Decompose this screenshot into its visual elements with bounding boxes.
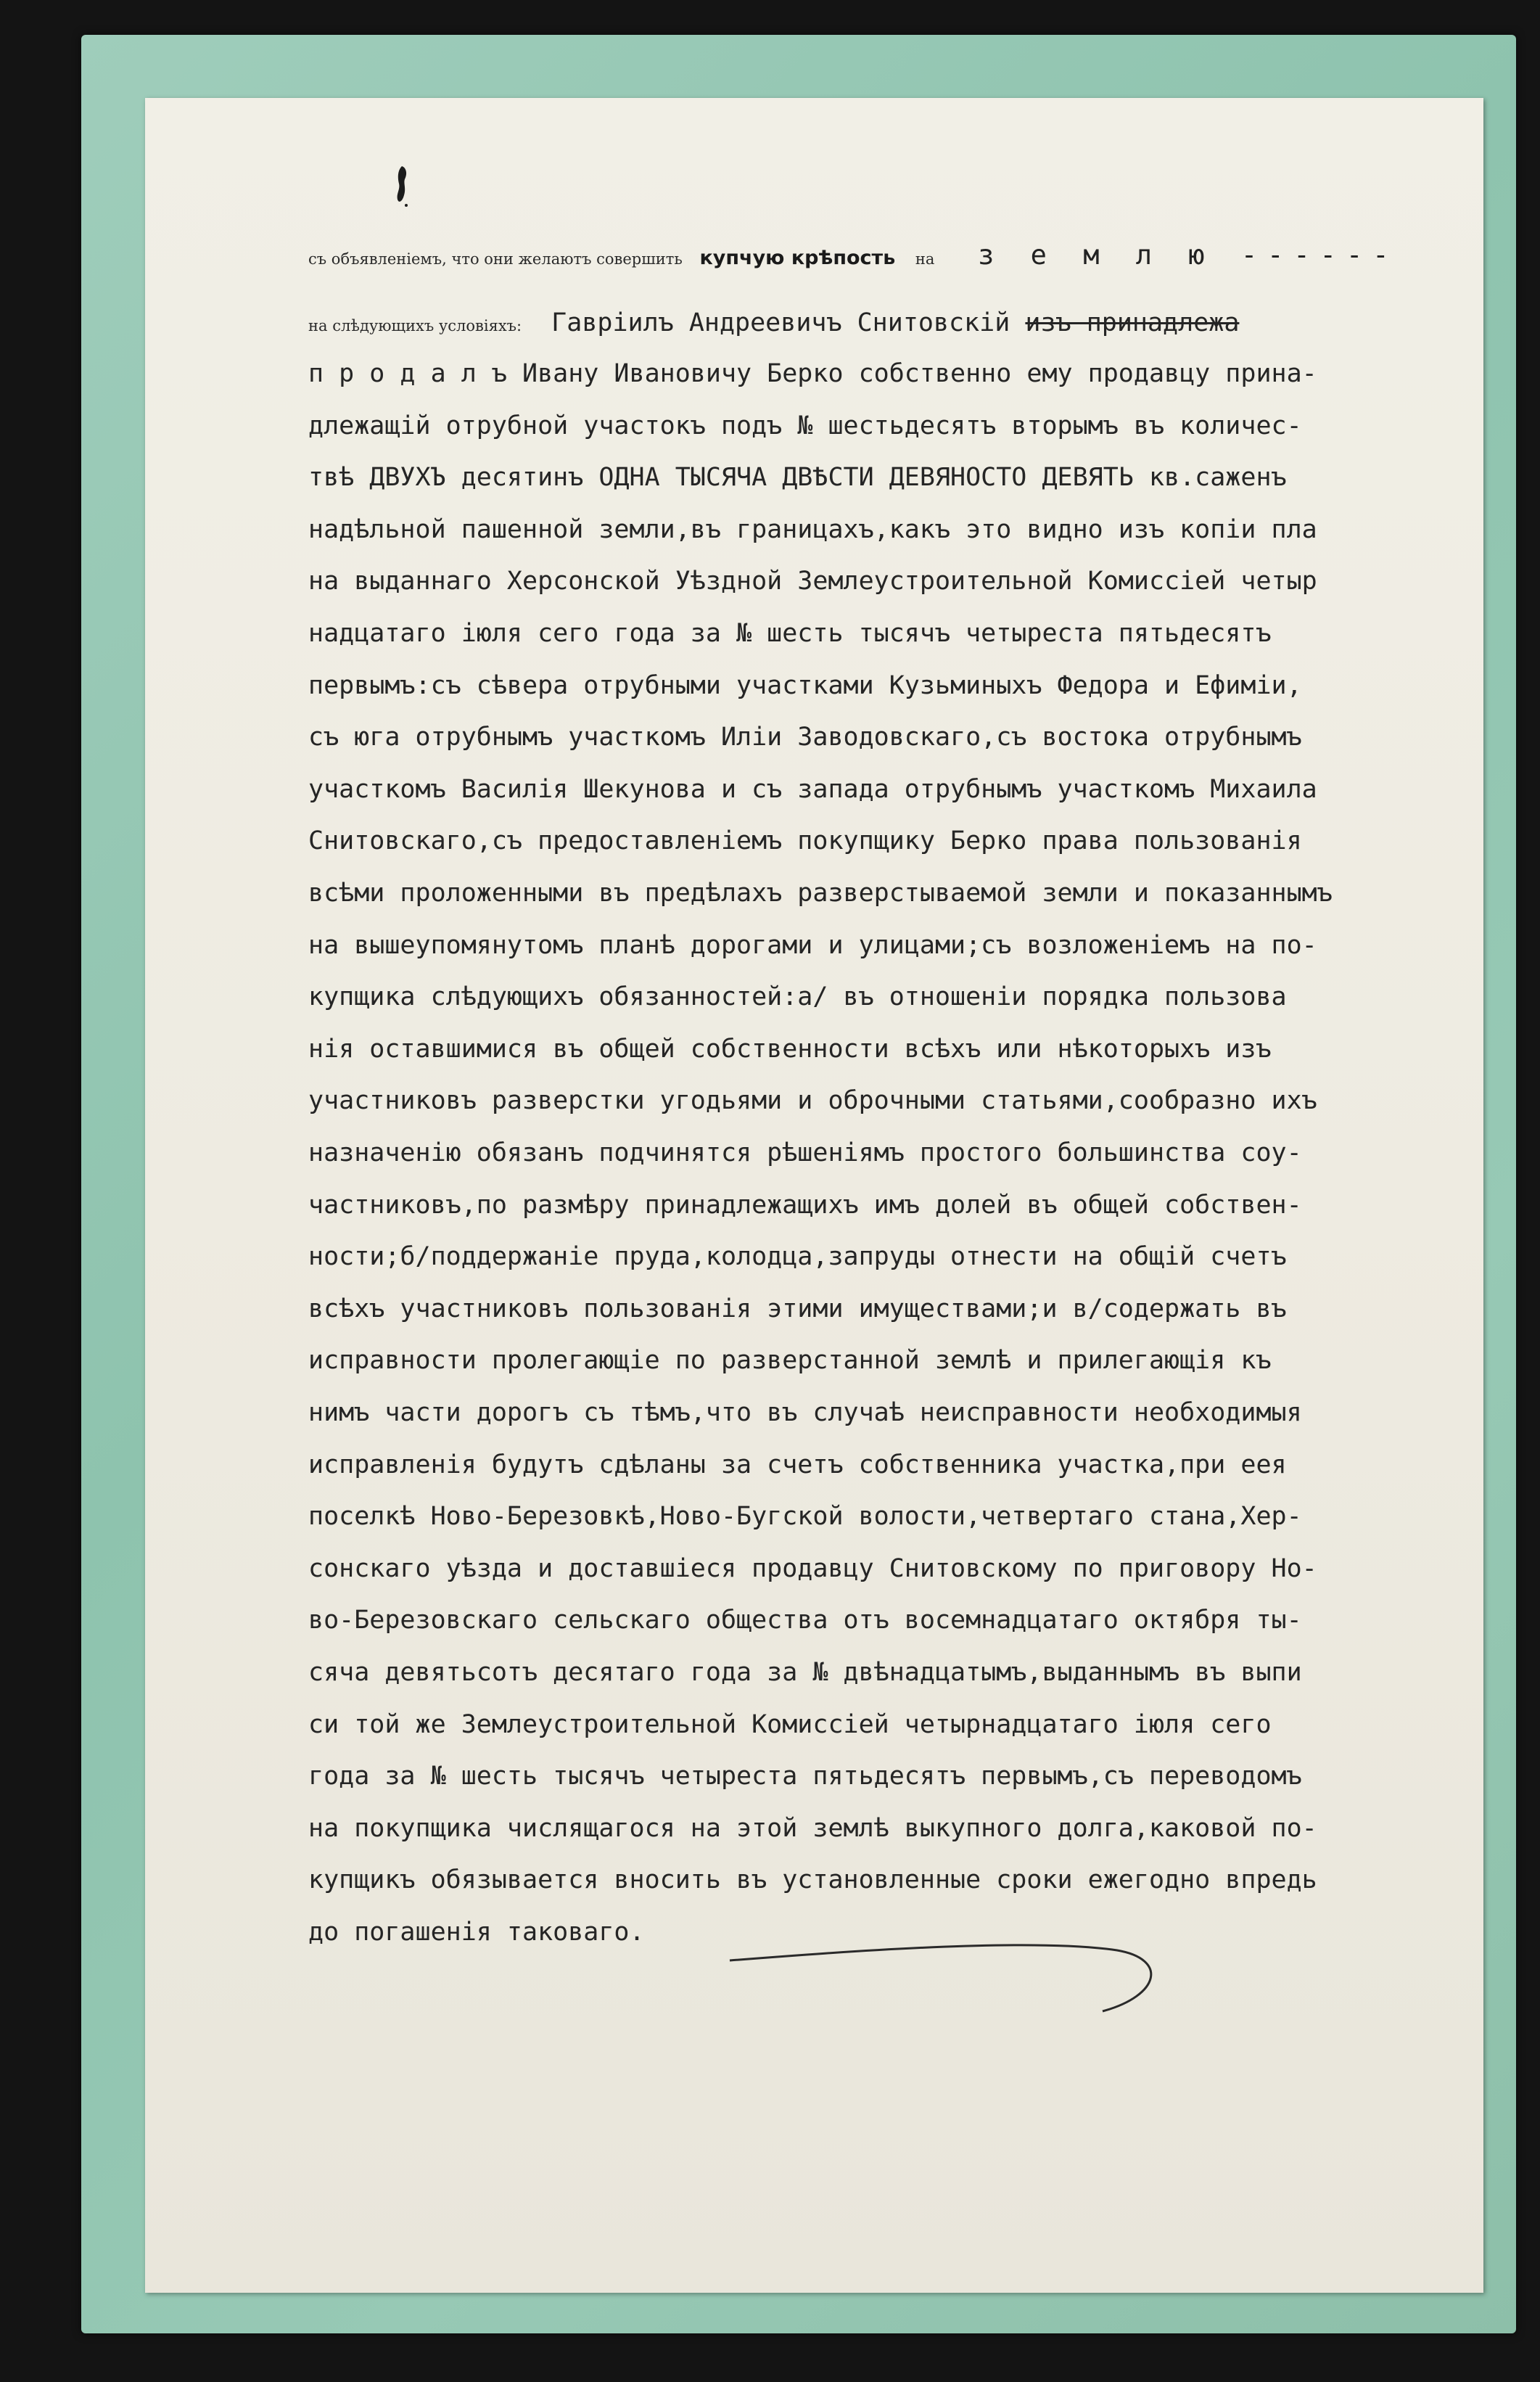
text-line: на вышеупомянутомъ планѣ дорогами и улицами;съ возложеніемъ на по- [308, 930, 1317, 960]
text-line: надцатаго іюля сего года за № шесть тысячъ четыреста пятьдесятъ [308, 619, 1272, 648]
header-na: на [915, 250, 935, 268]
text-line: нія оставшимися въ общей собственности всѣхъ или нѣкоторыхъ изъ [308, 1034, 1272, 1064]
text-line: ности;б/поддержаніе пруда,колодца,запруды отнести на общій счетъ [308, 1242, 1287, 1272]
text-line: Снитовскаго,съ предоставленіемъ покупщику Берко права пользованія [308, 826, 1302, 856]
text-line: до погашенія таковаго. [308, 1918, 645, 1947]
text-line: длежащій отрубной участокъ подъ № шестьдесятъ вторымъ въ количес- [308, 411, 1302, 440]
struck-text: изъ принадлежа [1025, 308, 1240, 337]
text-line: сяча девятьсотъ десятаго года за № двѣнадцатымъ,выданнымъ въ выпи [308, 1658, 1302, 1687]
text-line: исправности пролегающіе по разверстанной землѣ и прилегающія къ [308, 1346, 1272, 1376]
text-line: п р о д а л ъ Ивану Ивановичу Берко собственно ему продавцу прина- [308, 359, 1317, 388]
text-line: всѣми проложенными въ предѣлахъ разверстываемой земли и показаннымъ [308, 879, 1333, 908]
text-line: участкомъ Василія Шекунова и съ запада отрубнымъ участкомъ Михаила [308, 774, 1317, 804]
text-line: на выданнаго Херсонской Уѣздной Землеустроительной Комиссіей четыр [308, 567, 1317, 596]
text-line: поселкѣ Ново-Березовкѣ,Ново-Бугской волости,четвертаго стана,Хер- [308, 1502, 1302, 1532]
text-line: купщикъ обязывается вносить въ установленные сроки ежегодно впредь [308, 1865, 1317, 1895]
text-line: назначенію обязанъ подчинятся рѣшеніямъ простого большинства соу- [308, 1138, 1302, 1167]
text-line: на покупщика числящагося на этой землѣ выкупного долга,каковой по- [308, 1813, 1317, 1843]
text-line: года за № шесть тысячъ четыреста пятьдесятъ первымъ,съ переводомъ [308, 1762, 1302, 1791]
conditions-label: на слѣдующихъ условіяхъ: [308, 317, 522, 334]
text-line: сонскаго уѣзда и доставшіеся продавцу Снитовскому по приговору Но- [308, 1553, 1317, 1583]
signature-flourish [725, 1915, 1175, 2017]
text-line: исправленія будутъ сдѣланы за счетъ собственника участка,при еея [308, 1450, 1287, 1479]
ink-mark-icon [392, 163, 413, 207]
header-deed: купчую крѣпость [699, 247, 896, 269]
text-line: во-Березовскаго сельскаго общества отъ восемнадцатаго октября ты- [308, 1606, 1302, 1635]
text-line: частниковъ,по размѣру принадлежащихъ имъ долей въ общей собствен- [308, 1190, 1302, 1220]
text-line: купщика слѣдующихъ обязанностей:а/ въ отношеніи порядка пользова [308, 982, 1287, 1012]
conditions-row [308, 297, 1447, 348]
text-line: нимъ части дорогъ съ тѣмъ,что въ случаѣ неисправности необходимыя [308, 1398, 1302, 1427]
text-line: всѣхъ участниковъ пользованія этими имуществами;и в/содержать въ [308, 1294, 1287, 1323]
text-line: первымъ:съ сѣвера отрубными участками Кузьминыхъ Федора и Ефиміи, [308, 670, 1302, 700]
text-line: участниковъ разверстки угодьями и оброчными статьями,сообразно ихъ [308, 1086, 1317, 1116]
header-object: з е м л ю ------ [978, 239, 1399, 271]
header-line [308, 239, 1440, 283]
text-line: надѣльной пашенной земли,въ границахъ,какъ это видно изъ копіи пла [308, 514, 1317, 544]
text-line: си той же Землеустроительной Комиссіей четырнадцатаго іюля сего [308, 1709, 1272, 1739]
text-line: твѣ ДВУХЪ десятинъ ОДНА ТЫСЯЧА ДВѢСТИ ДЕВЯНОСТО ДЕВЯТЬ кв.саженъ [308, 463, 1287, 493]
text-line: съ юга отрубнымъ участкомъ Иліи Заводовскаго,съ востока отрубнымъ [308, 723, 1302, 752]
first-line-text: Гавріилъ Андреевичъ Снитовскій [551, 308, 1026, 337]
header-intro: съ объявленіемъ, что они желаютъ совершить [308, 250, 683, 268]
